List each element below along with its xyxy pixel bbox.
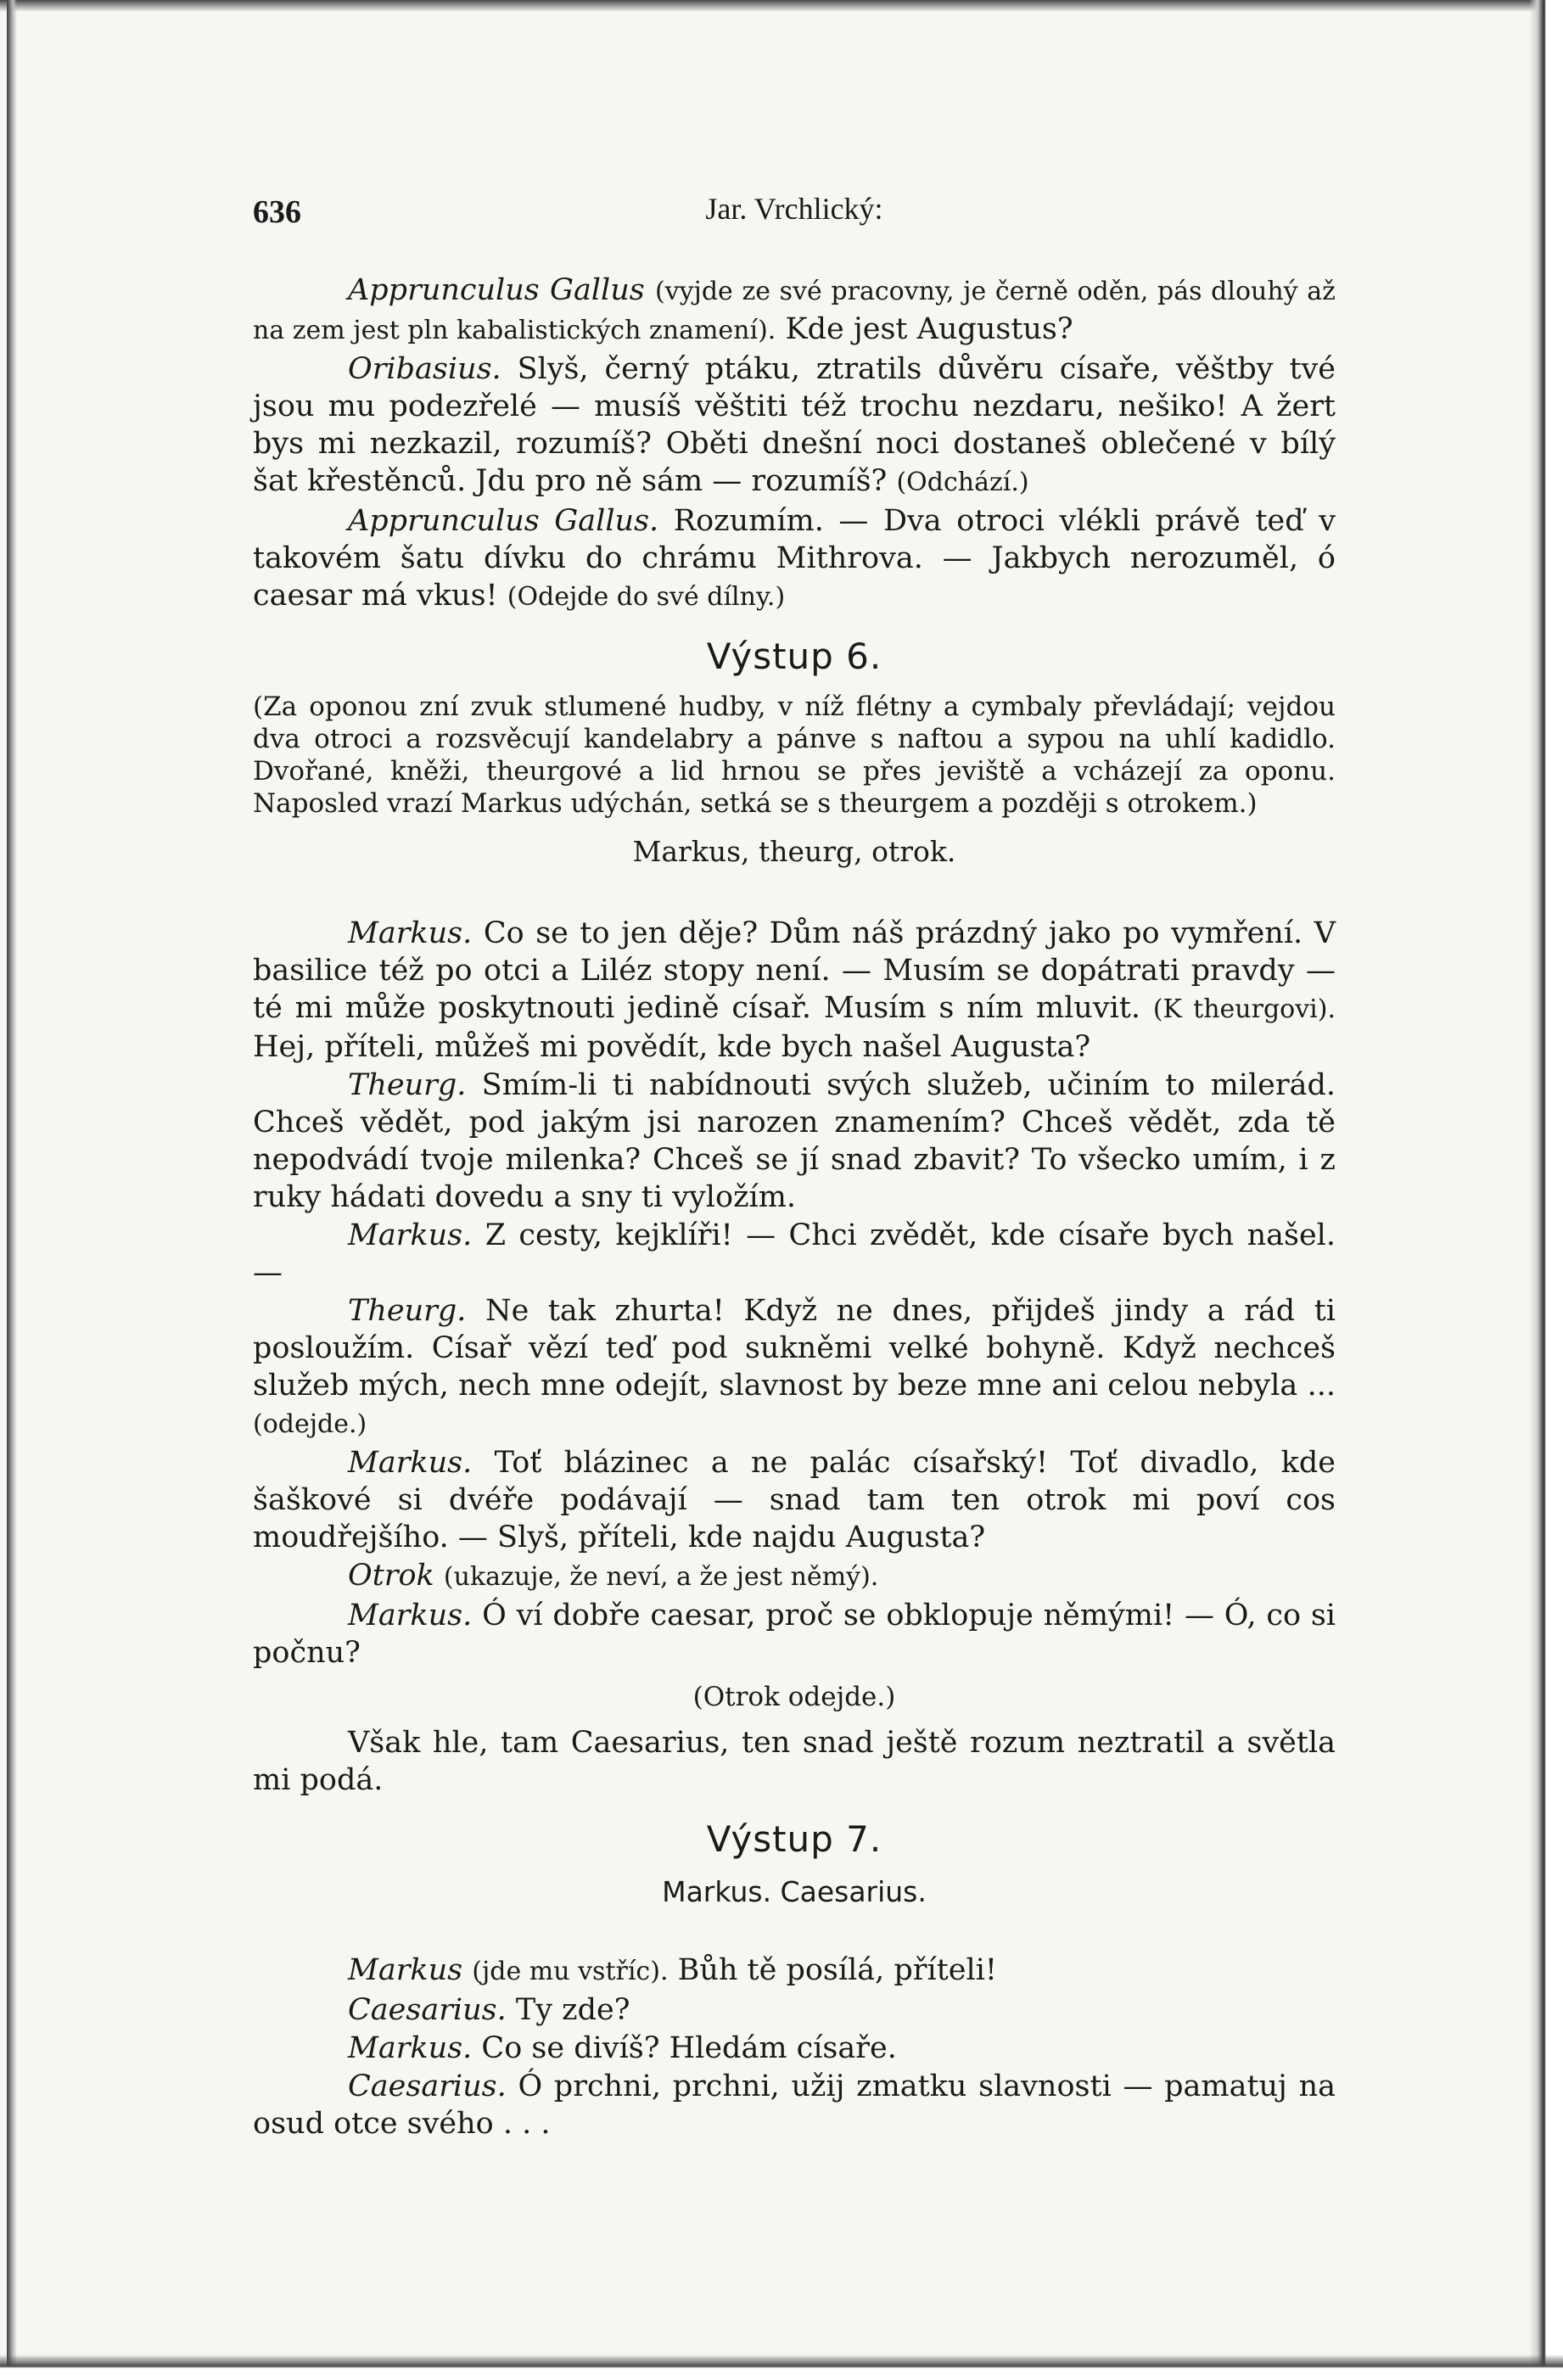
speaker-name: Oribasius.	[348, 352, 501, 386]
stage-direction: (ukazuje, že neví, a že jest němý).	[443, 1562, 879, 1592]
scan-border-bottom	[0, 2355, 1563, 2380]
speech-text: Co se to jen děje? Dům náš prázdný jako po vymření. V basilice též po otci a Liléz stopy není. — Musím se dopátrati pravdy — té mi může poskytnouti jedině císař. Musím s ním mluvit.	[253, 916, 1336, 1025]
speech-paragraph	[253, 915, 1336, 1066]
scene-heading: Výstup 6.	[706, 636, 882, 677]
speaker-name: Caesarius.	[348, 2069, 507, 2103]
scene-cast: Markus. Caesarius.	[662, 1875, 927, 1908]
speech-paragraph	[253, 1952, 1336, 1991]
speaker-name: Caesarius.	[348, 1993, 507, 2027]
speaker-name: Markus	[348, 1953, 463, 1987]
stage-direction: (Odchází.)	[896, 468, 1029, 497]
speech-text: Ne tak zhurta! Když ne dnes, přijdeš jindy a rád ti posloužím. Císař vězí teď pod sukněmi velké bohyně. Když nechceš služeb mých, nech mne odejít, slavnost by beze mne ani celou nebyla ...	[253, 1294, 1336, 1403]
speaker-name: Apprunculus Gallus	[348, 273, 645, 307]
speech-paragraph	[253, 1217, 1336, 1291]
stage-direction: (vyjde ze své pracovny, je černě oděn, pás dlouhý až na zem jest pln kabalistických znamení).	[253, 277, 1336, 345]
speech-paragraph	[253, 1991, 1336, 2029]
speaker-name: Apprunculus Gallus.	[348, 504, 659, 538]
speech-paragraph	[253, 1292, 1336, 1443]
text-block	[253, 178, 1336, 2143]
speech-text: Hej, příteli, můžeš mi povědít, kde bych našel Augusta?	[253, 1030, 1091, 1064]
speech-text: Rozumím. — Dva otroci vlékli právě teď v takovém šatu dívku do chrámu Mithrova. — Jakbych nerozuměl, ó caesar má vkus!	[253, 504, 1336, 613]
page-number: 636	[253, 194, 301, 230]
speech-paragraph	[253, 1597, 1336, 1672]
exit-stage-direction: (Otrok odejde.)	[692, 1682, 896, 1712]
speech-paragraph	[253, 1067, 1336, 1216]
stage-direction: (K theurgovi).	[1152, 994, 1336, 1024]
speech-text: Slyš, černý ptáku, ztratils důvěru císaře, věštby tvé jsou mu podezřelé — musíš věštiti též trochu nezdaru, nešiko! A žert bys mi nezkazil, rozumíš? Oběti dnešní noci dostaneš oblečené v bílý šat křestěnců. Jdu pro ně sám — rozumíš?	[253, 352, 1336, 498]
stage-direction: (Odejde do své dílny.)	[507, 582, 786, 612]
speech-text: Smím-li ti nabídnouti svých služeb, učiním to milerád. Chceš vědět, pod jakým jsi narozen znamením? Chceš vědět, zda tě nepodvádí tvoje milenka? Chceš se jí snad zbavit? To všecko umím, i z ruky hádati dovedu a sny ti vyložím.	[253, 1068, 1336, 1214]
speech-paragraph	[253, 272, 1336, 350]
speaker-name: Markus.	[348, 2031, 473, 2065]
speech-paragraph	[253, 1444, 1336, 1556]
speech-paragraph	[253, 502, 1336, 616]
speech-text: Z cesty, kejklíři! — Chci zvědět, kde císaře bych našel. —	[253, 1218, 1336, 1290]
speech-text: Co se divíš? Hledám císaře.	[481, 2031, 897, 2065]
speech-text: Ty zde?	[515, 1993, 630, 2027]
running-head	[253, 178, 1336, 229]
scene-stage-direction: (Za oponou zní zvuk stlumené hudby, v níž flétny a cymbaly převládají; vejdou dva otroci a rozsvěcují kandelabry a pánve s naftou a sypou na uhlí kadidlo. Dvořané, kněži, theurgové a lid hrnou se přes jeviště a vcházejí za oponu. Naposled vrazí Markus udýchán, setká se s theurgem a později s otrokem.)	[253, 692, 1336, 819]
speaker-name: Theurg.	[348, 1294, 467, 1328]
speech-paragraph	[253, 2030, 1336, 2067]
scene-heading: Výstup 7.	[706, 1818, 882, 1860]
speaker-name: Markus.	[348, 1599, 473, 1632]
scene-cast: Markus, theurg, otrok.	[632, 835, 956, 868]
speech-text: Kde jest Augustus?	[785, 312, 1073, 346]
speaker-name: Markus.	[348, 1446, 473, 1480]
speech-paragraph	[253, 350, 1336, 501]
speaker-name: Otrok	[348, 1559, 434, 1593]
speech-text: Však hle, tam Caesarius, ten snad ještě rozum neztratil a světla mi podá.	[253, 1726, 1336, 1797]
speech-paragraph	[253, 1724, 1336, 1799]
scan-border-left	[7, 0, 17, 2380]
scan-border-top	[0, 0, 1563, 12]
speaker-name: Markus.	[348, 1218, 473, 1252]
stage-direction: (odejde.)	[253, 1409, 367, 1439]
speech-text: Toť blázinec a ne palác císařský! Toť divadlo, kde šaškové si dvéře podávají — snad tam ten otrok mi poví cos moudřejšího. — Slyš, příteli, kde najdu Augusta?	[253, 1446, 1336, 1554]
running-head-author: Jar. Vrchlický:	[705, 192, 883, 226]
speech-paragraph	[253, 2068, 1336, 2142]
speech-text: Bůh tě posílá, příteli!	[677, 1953, 997, 1987]
speech-text: Ó prchni, prchni, užij zmatku slavnosti — pamatuj na osud otce svého . . .	[253, 2069, 1336, 2141]
speech-text: Ó ví dobře caesar, proč se obklopuje němými! — Ó, co si počnu?	[253, 1599, 1336, 1670]
scan-border-right	[1529, 0, 1563, 2380]
speaker-name: Markus.	[348, 916, 473, 950]
stage-direction: (jde mu vstříc).	[472, 1957, 669, 1986]
speaker-name: Theurg.	[348, 1068, 467, 1102]
speech-paragraph	[253, 1557, 1336, 1596]
